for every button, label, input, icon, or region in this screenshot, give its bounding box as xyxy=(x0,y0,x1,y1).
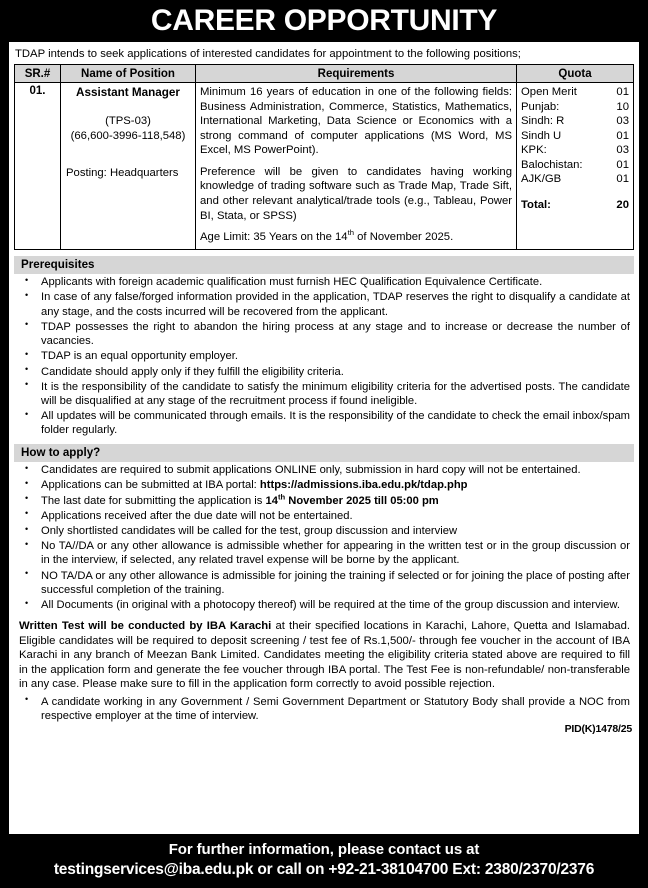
quota-value: 01 xyxy=(616,173,629,186)
header-quota: Quota xyxy=(517,65,634,83)
quota-label: Balochistan: xyxy=(521,158,583,171)
cell-position xyxy=(61,83,196,250)
written-test-paragraph xyxy=(19,619,630,691)
list-item: • Applications received after the due date will not be entertained. xyxy=(14,509,630,523)
quota-label: Punjab: xyxy=(521,100,560,113)
list-item: • Candidates are required to submit applications ONLINE only, submission in hard copy will not be entertained. xyxy=(14,463,630,477)
quota-value: 01 xyxy=(616,86,629,99)
header-sr: SR.# xyxy=(15,65,61,83)
age-limit-ordinal: th xyxy=(347,228,354,238)
header-position: Name of Position xyxy=(61,65,196,83)
quota-label: Sindh: R xyxy=(521,115,565,128)
position-title: Assistant Manager xyxy=(76,86,180,100)
section-header-how-to-apply: How to apply? xyxy=(14,444,634,463)
deadline-value xyxy=(265,491,439,507)
deadline-rest: November 2025 till 05:00 pm xyxy=(285,494,439,507)
pid-number: PID(K)1478/25 xyxy=(564,723,632,736)
list-item: • A candidate working in any Government / Semi Government Department or Statutory Body shall provide a NOC from respective employer at the time of interview. xyxy=(14,695,630,723)
prerequisites-list xyxy=(14,275,634,437)
portal-url[interactable]: https://admissions.iba.edu.pk/tdap.php xyxy=(259,479,468,492)
list-item: • Only shortlisted candidates will be called for the test, group discussion and interview xyxy=(14,524,630,538)
document-content xyxy=(9,42,639,834)
portal-label: Applications can be submitted at IBA portal: xyxy=(41,479,260,492)
quota-item xyxy=(521,143,629,158)
quota-item xyxy=(521,85,629,100)
quota-item xyxy=(521,158,629,173)
quota-label: Sindh U xyxy=(521,129,562,142)
position-posting: Posting: Headquarters xyxy=(66,166,179,179)
deadline-day: 14 xyxy=(265,494,278,507)
list-item-portal-link xyxy=(14,478,630,492)
quota-value: 01 xyxy=(616,158,629,171)
written-test-lead: Written Test will be conducted by IBA Karachi xyxy=(19,620,272,633)
quota-label: KPK: xyxy=(521,144,547,157)
page-title: CAREER OPPORTUNITY xyxy=(150,4,498,37)
age-limit-pre: Age Limit: 35 Years on the 14 xyxy=(200,231,348,244)
quota-item xyxy=(521,114,629,129)
requirement-education: Minimum 16 years of education in one of the following fields: Business Administration, Commerce, Statistics, Mathematics, International Marketing, Data Science or Economics with a strong command of computer applications (MS Word, MS Excel, MS PowerPoint). xyxy=(200,86,512,157)
right-black-rail xyxy=(639,42,648,834)
table-header-row xyxy=(15,65,634,83)
age-limit-post: of November 2025. xyxy=(354,231,454,244)
how-to-apply-list xyxy=(14,463,634,612)
quota-item xyxy=(521,172,629,187)
quota-label: Open Merit xyxy=(521,86,577,99)
document-body xyxy=(0,42,648,834)
requirement-age-limit xyxy=(200,230,512,245)
quota-total-label: Total: xyxy=(521,199,551,212)
quota-value: 03 xyxy=(616,115,629,128)
requirement-preference: Preference will be given to candidates having working knowledge of trading software such as Trade Map, Trade Sift, and other relevant analytical/trade tools (e.g., Tableau, Power BI, Stata, or SPSS) xyxy=(200,165,512,222)
written-test-body: at their specified locations in Karachi, Lahore, Quetta and Islamabad. Eligible candidates will be required to deposit screening / test fee of Rs.1,500/- through fee voucher in the account of IBA Karachi in any branch of Meezan Bank Limited. Candidates meeting the eligibility criteria stated above are required to fill in the application form and generate the fee voucher through IBA portal. The Test Fee is non-refundable/ non-transferable in any case. Please make sure to fill in the application form correctly to avoid possible rejection. xyxy=(19,620,630,691)
list-item-deadline xyxy=(14,491,630,508)
quota-value: 03 xyxy=(616,144,629,157)
career-opportunity-banner xyxy=(0,0,648,42)
list-item: • No TA//DA or any other allowance is admissible whether for appearing in the written test or in the group discussion or in the interview, if selected, any related travel expense will be borne by the applicant. xyxy=(14,539,630,567)
list-item: • Candidate should apply only if they fulfill the eligibility criteria. xyxy=(14,365,630,379)
section-header-prerequisites: Prerequisites xyxy=(14,256,634,275)
footer-contact-details[interactable]: testingservices@iba.edu.pk or call on +92-21-38104700 Ext: 2380/2370/2376 xyxy=(53,860,595,878)
cell-sr-number: 01. xyxy=(15,83,61,250)
quota-total-row xyxy=(521,198,629,213)
table-row xyxy=(15,83,634,250)
list-item: • Applicants with foreign academic qualification must furnish HEC Qualification Equivalence Certificate. xyxy=(14,275,630,289)
header-requirements: Requirements xyxy=(196,65,517,83)
deadline-ordinal: th xyxy=(277,491,286,501)
cell-quota xyxy=(517,83,634,250)
positions-table xyxy=(14,64,634,250)
deadline-label: The last date for submitting the application is xyxy=(41,494,266,507)
noc-list xyxy=(14,695,634,723)
intro-text: TDAP intends to seek applications of interested candidates for appointment to the following positions; xyxy=(15,48,521,60)
quota-item xyxy=(521,129,629,144)
position-pay-range: (66,600-3996-118,548) xyxy=(70,129,186,142)
quota-value: 01 xyxy=(616,129,629,142)
quota-total-value: 20 xyxy=(616,199,629,212)
list-item: • In case of any false/forged information provided in the application, TDAP reserves the right to disqualify a candidate at any stage, and the costs incurred will be recovered from the applicant. xyxy=(14,290,630,318)
quota-label: AJK/GB xyxy=(521,173,562,186)
list-item: • It is the responsibility of the candidate to satisfy the minimum eligibility criteria for the advertised posts. The candidate will be disqualified at any stage of the recruitment process if found ineligible. xyxy=(14,380,630,408)
list-item: • NO TA/DA or any other allowance is admissible for joining the training if selected or for joining the place of posting after successful completion of the training. xyxy=(14,569,630,597)
quota-item xyxy=(521,100,629,115)
left-black-rail xyxy=(0,42,9,834)
list-item: • All updates will be communicated through emails. It is the responsibility of the candidate to check the email inbox/spam folder regularly. xyxy=(14,409,630,437)
footer-heading: For further information, please contact us at xyxy=(168,841,480,859)
position-scale: (TPS-03) xyxy=(105,115,151,128)
list-item: • TDAP possesses the right to abandon the hiring process at any stage and to increase or decrease the number of vacancies. xyxy=(14,320,630,348)
list-item: • All Documents (in original with a photocopy thereof) will be required at the time of the group discussion and interview. xyxy=(14,598,630,612)
cell-requirements xyxy=(196,83,517,250)
contact-footer xyxy=(0,834,648,888)
quota-value: 10 xyxy=(616,100,629,113)
list-item: • TDAP is an equal opportunity employer. xyxy=(14,349,630,363)
